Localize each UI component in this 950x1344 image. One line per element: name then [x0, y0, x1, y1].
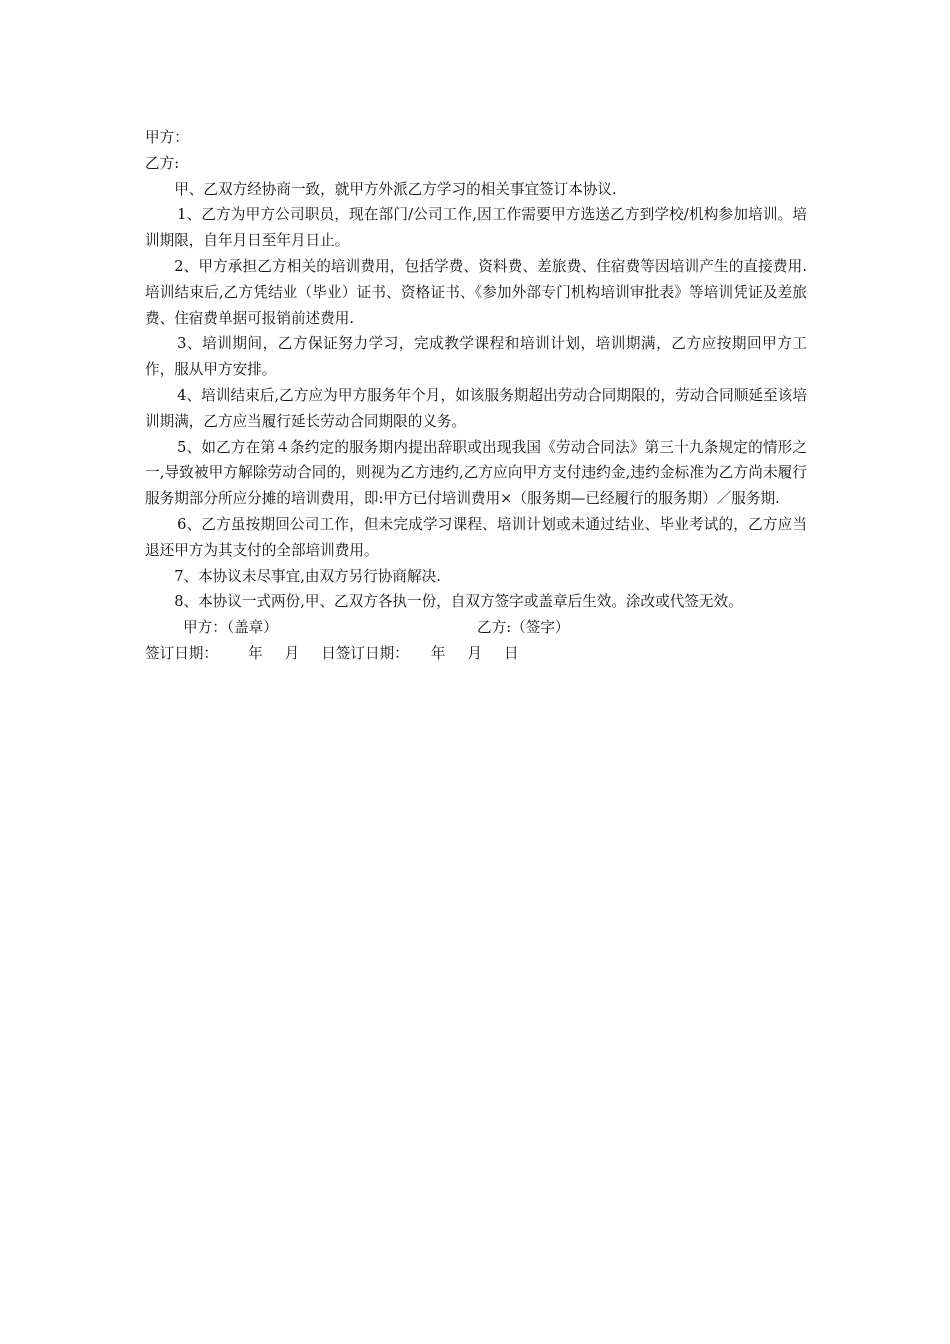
intro-paragraph: 甲、乙双方经协商一致，就甲方外派乙方学习的相关事宜签订本协议.: [174, 180, 617, 198]
clause-2: 2、甲方承担乙方相关的培训费用，包括学费、资料费、差旅费、住宿费等因培训产生的直接费用.培训结束后,乙方凭结业（毕业）证书、资格证书、《参加外部专门机构培训审批表》等培训凭证及差旅费、住宿费单据可报销前述费用.: [145, 257, 807, 327]
clause-8: 8、本协议一式两份,甲、乙双方各执一份，自双方签字或盖章后生效。涂改或代签无效。: [174, 593, 743, 611]
clause-3: 3、培训期间，乙方保证努力学习，完成教学课程和培训计划，培训期满，乙方应按期回甲方工作，服从甲方安排。: [145, 335, 807, 379]
clause-7: 7、本协议未尽事宜,由双方另行协商解决.: [174, 567, 441, 585]
year-a: 年: [247, 644, 263, 662]
signing-date-label-a: 签订日期：: [145, 644, 218, 662]
party-a-signature: 甲方：（盖章）: [183, 619, 278, 637]
party-b-signature: 乙方:（签字）: [477, 619, 570, 637]
signing-date-label-b: 日签订日期：: [321, 644, 409, 662]
clause-5: 5、如乙方在第４条约定的服务期内提出辞职或出现我国《劳动合同法》第三十九条规定的情形之一,导致被甲方解除劳动合同的，则视为乙方违约,乙方应向甲方支付违约金,违约金标准为乙方尚未履行服务期部分所应分摊的培训费用，即:甲方已付培训费用×（服务期—已经履行的服务期）／服务期.: [145, 438, 807, 508]
month-a: 月: [284, 644, 300, 662]
clause-1: 1、乙方为甲方公司职员，现在部门/公司工作,因工作需要甲方选送乙方到学校/机构参加培训。培训期限，自年月日至年月日止。: [145, 206, 807, 250]
year-b: 年: [430, 644, 446, 662]
clause-4: 4、培训结束后,乙方应为甲方服务年个月，如该服务期超出劳动合同期限的，劳动合同顺延至该培训期满，乙方应当履行延长劳动合同期限的义务。: [145, 386, 807, 430]
party-b-line: 乙方:: [145, 154, 180, 172]
clause-6: 6、乙方虽按期回公司工作，但未完成学习课程、培训计划或未通过结业、毕业考试的，乙方应当退还甲方为其支付的全部培训费用。: [145, 515, 807, 559]
day-b: 日: [504, 644, 519, 662]
signature-row: [145, 615, 807, 641]
month-b: 月: [467, 644, 482, 662]
signing-date-row: [145, 641, 807, 667]
party-a-line: 甲方：: [145, 129, 189, 146]
agreement-body: [145, 125, 807, 667]
